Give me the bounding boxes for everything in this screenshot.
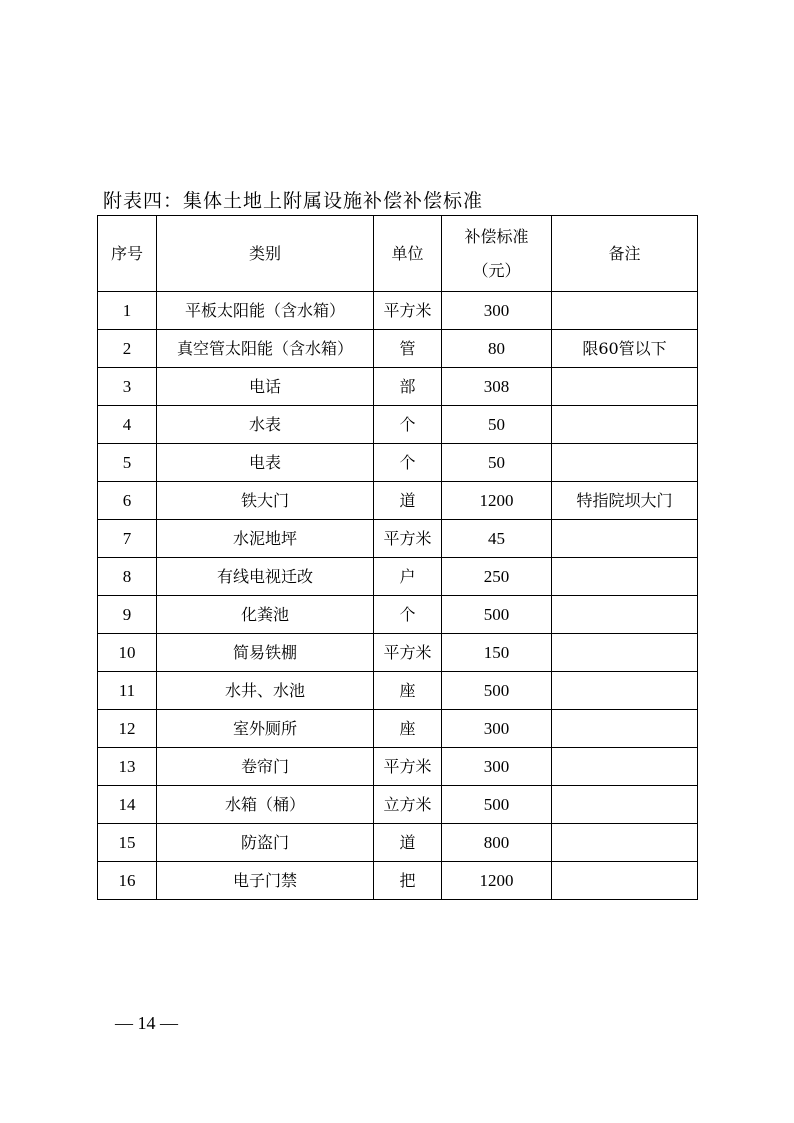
cell-unit: 户 [374,558,442,596]
cell-category: 防盗门 [157,824,374,862]
cell-price: 308 [442,368,552,406]
cell-category: 电子门禁 [157,862,374,900]
cell-category: 铁大门 [157,482,374,520]
cell-price: 300 [442,710,552,748]
table-row [98,330,698,368]
table-row [98,558,698,596]
cell-price: 50 [442,444,552,482]
cell-note [552,596,698,634]
table-row [98,368,698,406]
cell-seq: 10 [98,634,157,672]
cell-note [552,786,698,824]
cell-note [552,824,698,862]
cell-category: 真空管太阳能（含水箱） [157,330,374,368]
cell-unit: 个 [374,406,442,444]
cell-seq: 2 [98,330,157,368]
cell-category: 水井、水池 [157,672,374,710]
cell-note [552,406,698,444]
table-row [98,596,698,634]
header-price-line1: 补偿标准 [464,226,529,246]
table-row [98,292,698,330]
table-header-row [98,216,698,292]
cell-category: 电表 [157,444,374,482]
cell-price: 1200 [442,482,552,520]
table-row [98,824,698,862]
cell-category: 化粪池 [157,596,374,634]
cell-seq: 11 [98,672,157,710]
cell-note: 特指院坝大门 [552,482,698,520]
cell-seq: 3 [98,368,157,406]
cell-seq: 13 [98,748,157,786]
cell-seq: 16 [98,862,157,900]
cell-unit: 立方米 [374,786,442,824]
cell-note [552,634,698,672]
header-seq: 序号 [98,216,157,292]
table-caption: 附表四：集体土地上附属设施补偿补偿标准 [103,190,484,212]
cell-note [552,672,698,710]
cell-seq: 14 [98,786,157,824]
cell-unit: 个 [374,444,442,482]
cell-seq: 5 [98,444,157,482]
cell-price: 50 [442,406,552,444]
cell-price: 80 [442,330,552,368]
cell-unit: 平方米 [374,520,442,558]
table-row [98,710,698,748]
cell-seq: 4 [98,406,157,444]
cell-note [552,710,698,748]
header-price-line2: （元） [472,260,521,280]
cell-seq: 6 [98,482,157,520]
cell-note [552,368,698,406]
cell-category: 水表 [157,406,374,444]
cell-unit: 把 [374,862,442,900]
cell-seq: 12 [98,710,157,748]
cell-category: 平板太阳能（含水箱） [157,292,374,330]
cell-price: 300 [442,292,552,330]
table-row [98,520,698,558]
cell-price: 500 [442,596,552,634]
cell-note [552,748,698,786]
cell-price: 150 [442,634,552,672]
cell-note [552,862,698,900]
cell-unit: 个 [374,596,442,634]
header-note: 备注 [552,216,698,292]
cell-category: 卷帘门 [157,748,374,786]
cell-price: 45 [442,520,552,558]
header-unit: 单位 [374,216,442,292]
table-row [98,672,698,710]
cell-category: 有线电视迁改 [157,558,374,596]
cell-unit: 道 [374,824,442,862]
cell-price: 300 [442,748,552,786]
cell-category: 简易铁棚 [157,634,374,672]
cell-price: 500 [442,672,552,710]
cell-unit: 座 [374,672,442,710]
table-row [98,444,698,482]
cell-note [552,558,698,596]
table-row [98,862,698,900]
cell-seq: 1 [98,292,157,330]
cell-category: 水泥地坪 [157,520,374,558]
cell-price: 250 [442,558,552,596]
cell-unit: 管 [374,330,442,368]
cell-price: 1200 [442,862,552,900]
table-row [98,482,698,520]
cell-seq: 9 [98,596,157,634]
cell-note [552,520,698,558]
cell-price: 500 [442,786,552,824]
header-category: 类别 [157,216,374,292]
cell-seq: 7 [98,520,157,558]
cell-unit: 平方米 [374,748,442,786]
cell-seq: 8 [98,558,157,596]
table-row [98,406,698,444]
cell-seq: 15 [98,824,157,862]
cell-note: 限60管以下 [552,330,698,368]
cell-category: 水箱（桶） [157,786,374,824]
cell-unit: 平方米 [374,634,442,672]
table-row [98,786,698,824]
table-row [98,748,698,786]
cell-unit: 道 [374,482,442,520]
cell-price: 800 [442,824,552,862]
table-row [98,634,698,672]
page-number: — 14 — [115,1013,178,1033]
cell-unit: 座 [374,710,442,748]
cell-category: 电话 [157,368,374,406]
cell-unit: 部 [374,368,442,406]
cell-note [552,292,698,330]
compensation-table [97,215,698,900]
header-price [442,216,552,292]
cell-unit: 平方米 [374,292,442,330]
cell-note [552,444,698,482]
cell-category: 室外厕所 [157,710,374,748]
